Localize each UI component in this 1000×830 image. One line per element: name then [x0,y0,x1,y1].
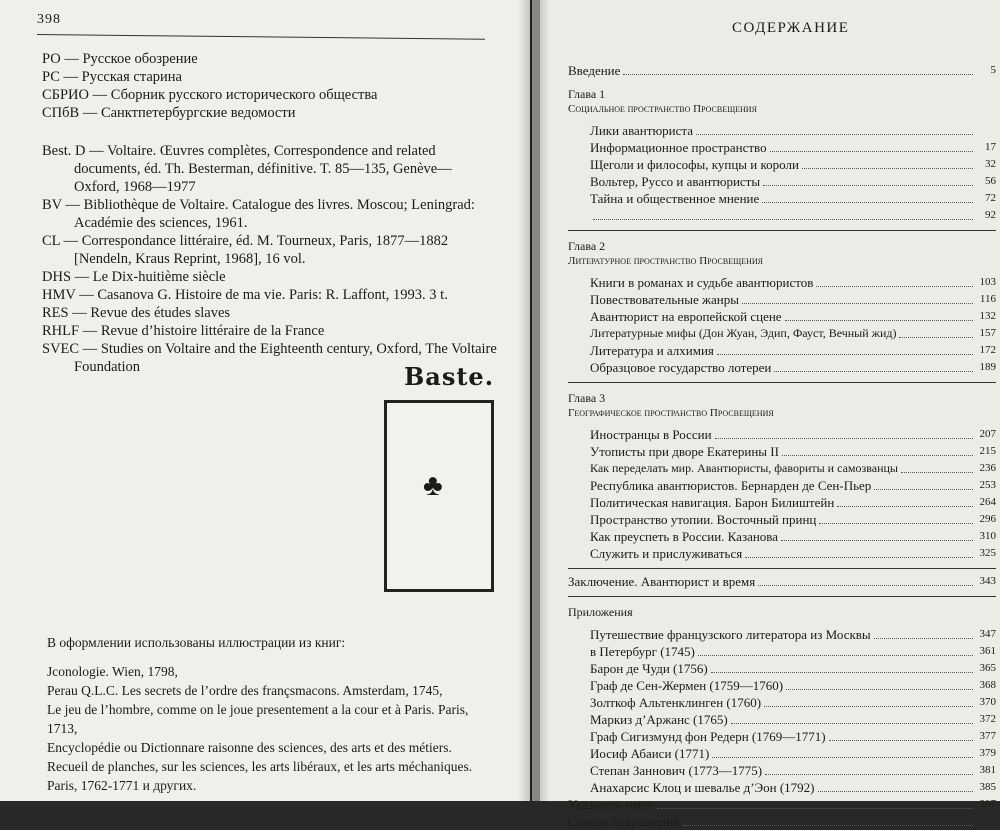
toc-entry-page: 56 [985,175,996,187]
toc-entry-conclusion [568,573,996,590]
toc-entry [568,494,996,511]
toc-entry-page: 368 [979,679,996,691]
abbreviation-res: RES — Revue des études slaves [42,305,231,321]
toc-entry-page: 365 [979,662,996,674]
toc-entry-title: Степан Заннович (1773—1775) [590,763,763,778]
section-divider [568,596,996,597]
toc-entry [568,291,996,308]
illustration-source: Jconologie. Wien, 1798, [47,664,178,679]
chapter-subheading: Литературное пространство Просвещения [568,255,763,267]
toc-entry-page: 343 [979,575,996,587]
toc-entry-page: 172 [979,344,996,356]
toc-entry-page: 372 [979,713,996,725]
toc-entry-page: 132 [979,310,996,322]
abbreviation-bv: BV — Bibliothèque de Voltaire. Catalogue des livres. Moscou; Leningrad: Académie des sciences, 1961. [42,197,475,231]
toc-entry-page: 385 [979,781,996,793]
toc-entry-page: 379 [979,747,996,759]
toc-entry-page: 189 [979,361,996,373]
toc-entry-page: 310 [979,530,996,542]
toc-entry-page: 157 [979,327,996,339]
toc-entry [568,156,996,173]
club-suit-icon: ♣ [423,469,443,502]
toc-entry-title: Авантюрист на европейской сцене [590,309,782,324]
table-of-contents [568,62,996,830]
toc-entry [568,677,996,694]
toc-entry [568,443,996,460]
toc-entry-title: Литература и алхимия [590,343,714,358]
toc-entry-title: Утописты при дворе Екатерины II [590,444,779,459]
abbreviation-cl: CL — Correspondance littéraire, éd. M. Tourneux, Paris, 1877—1882 [Nendeln, Kraus Reprint, 1968], 16 vol. [42,233,449,267]
toc-entry [568,190,996,207]
toc-entry-page: 236 [979,462,996,474]
toc-entry-page: 17 [985,141,996,153]
illustrations-credits [47,633,507,795]
chapter-subheading: Социальное пространство Просвещения [568,103,757,115]
toc-entry [568,762,996,779]
toc-entry-title: Путешествие французского литератора из Москвы [590,627,871,642]
toc-entry-title: Республика авантюристов. Бернарден де Сен-Пьер [590,478,872,493]
toc-entry-title: Как переделать мир. Авантюристы, фавориты и самозванцы [590,461,898,475]
toc-entry [568,643,996,660]
right-page [532,0,1000,829]
chapter-subheading: Географическое пространство Просвещения [568,407,774,419]
toc-entry [568,325,996,342]
toc-entry [568,359,996,376]
toc-entry [568,308,996,325]
toc-entry-page: 32 [985,158,996,170]
toc-entry-title: Служить и прислуживаться [590,546,743,561]
toc-entry [568,626,996,643]
abbreviation-best-d: Best. D — Voltaire. Œuvres complètes, Correspondence and related documents, éd. Th. Besterman, définitive. T. 85—135, Genève—Oxford, 1968—1977 [42,143,452,195]
toc-entry-page: 207 [979,428,996,440]
illustration-source: Perau Q.L.C. Les secrets de l’ordre des françsmacons. Amsterdam, 1745, [47,683,443,698]
toc-entry-title: Литературные мифы (Дон Жуан, Эдип, Фауст, Вечный жид) [590,326,897,340]
section-divider [568,382,996,383]
abbreviation-hmv: HMV — Casanova G. Histoire de ma vie. Paris: R. Laffont, 1993. 3 t. [42,287,448,303]
toc-entry-page: 381 [979,764,996,776]
illustration-source: Encyclopédie ou Dictionnare raisonne des sciences, des arts et des métiers. [47,740,452,755]
toc-entry [568,660,996,677]
toc-entry-title: Указатель имен [568,797,654,812]
toc-entry-page: 92 [985,209,996,221]
toc-entry-title: Барон де Чуди (1756) [590,661,708,676]
toc-entry-title: Повествовательные жанры [590,292,739,307]
header-rule [37,34,485,40]
card-caption: Baste. [404,362,495,391]
illustration-source: Le jeu de l’hombre, comme on le joue presentement a la cour et à Paris. Paris, [47,702,469,717]
toc-entry [568,545,996,562]
toc-entry-title: Информационное пространство [590,140,767,155]
toc-entry-title: Маркиз д’Аржанс (1765) [590,712,728,727]
toc-entry [568,711,996,728]
toc-entry-index [568,796,996,813]
toc-entry-page: 103 [979,276,996,288]
toc-entry [568,477,996,494]
illustration-source: 1713, [47,721,78,736]
toc-title: СОДЕРЖАНИЕ [732,20,850,36]
playing-card-illustration [384,400,494,592]
toc-entry-page: 253 [979,479,996,491]
toc-entry [568,207,996,224]
toc-entry-page: 116 [979,293,996,305]
toc-entry-title: Тайна и общественное мнение [590,191,760,206]
abbreviation-ru-spbv: СПбВ — Санктпетербургские ведомости [42,105,296,121]
toc-entry-page: 215 [979,445,996,457]
section-divider [568,230,996,231]
toc-entry-page: 397 [979,798,996,810]
toc-entry-page: 5 [990,64,996,76]
toc-entry-title: Граф Сигизмунд фон Редерн (1769—1771) [590,729,826,744]
toc-entry-title: Анахарсис Клоц и шевалье д’Эон (1792) [590,780,815,795]
toc-entry [568,528,996,545]
toc-entry [568,779,996,796]
abbreviation-ru-po: РО — Русское обозрение [42,51,198,67]
abbreviation-svec: SVEC — Studies on Voltaire and the Eighteenth century, Oxford, The Voltaire Foundation [42,341,497,375]
illustration-source: Paris, 1762-1771 и других. [47,778,197,793]
toc-entry [568,460,996,477]
toc-entry-page: 361 [979,645,996,657]
chapter-heading: Глава 1 [568,87,606,101]
chapter-heading: Глава 2 [568,239,606,253]
book-gutter-shadow [532,0,550,801]
toc-entry-title: Золткоф Альтенклинген (1760) [590,695,762,710]
toc-entry [568,694,996,711]
toc-entry-title: Иностранцы в России [590,427,712,442]
toc-entry-title: Введение [568,63,621,78]
toc-entry-title: Пространство утопии. Восточный принц [590,512,817,527]
toc-entry-page: 370 [979,696,996,708]
toc-entry-title: Список сокращений [568,814,680,829]
toc-entry-title: Лики авантюриста [590,123,693,138]
abbreviation-ru-sbrio: СБРИО — Сборник русского исторического общества [42,87,378,103]
section-divider [568,568,996,569]
toc-entry-page: 72 [985,192,996,204]
toc-entry-page: 296 [979,513,996,525]
toc-entry-intro [568,62,996,79]
toc-entry-title: Книги в романах и судьбе авантюристов [590,275,814,290]
toc-entry-title: Как преуспеть в России. Казанова [590,529,779,544]
toc-entry [568,122,996,139]
abbreviation-rhlf: RHLF — Revue d’histoire littéraire de la France [42,323,325,339]
illustration-source: Recueil de planches, sur les sciences, les arts libéraux, et les arts méchaniques. [47,759,473,774]
toc-entry-title: в Петербург (1745) [590,644,695,659]
toc-entry-title: Иосиф Абаиси (1771) [590,746,710,761]
toc-entry-title: Вольтер, Руссо и авантюристы [590,174,761,189]
page-number: 398 [37,12,61,27]
toc-entry-abbreviations [568,813,996,830]
toc-entry [568,511,996,528]
chapter-heading: Глава 3 [568,391,606,405]
illustrations-heading: В оформлении использованы иллюстрации из книг: [47,635,346,650]
abbreviations-list [42,50,497,376]
toc-entry [568,426,996,443]
toc-entry-page: 377 [979,730,996,742]
toc-entry-title: Граф де Сен-Жермен (1759—1760) [590,678,784,693]
toc-entry [568,274,996,291]
toc-entry [568,728,996,745]
toc-entry-page: 347 [979,628,996,640]
toc-entry-title: Заключение. Авантюрист и время [568,574,756,589]
toc-entry [568,139,996,156]
appendix-heading: Приложения [568,605,633,619]
toc-entry-page: 264 [979,496,996,508]
abbreviation-dhs: DHS — Le Dix-huitième siècle [42,269,226,285]
abbreviation-ru-ps: РС — Русская старина [42,69,182,85]
toc-entry-title: Политическая навигация. Барон Билиштейн [590,495,835,510]
toc-entry-title: Образцовое государство лотереи [590,360,772,375]
toc-entry [568,342,996,359]
toc-entry-title: Щеголи и философы, купцы и короли [590,157,799,172]
toc-entry-page: 325 [979,547,996,559]
toc-entry [568,173,996,190]
toc-entry [568,745,996,762]
